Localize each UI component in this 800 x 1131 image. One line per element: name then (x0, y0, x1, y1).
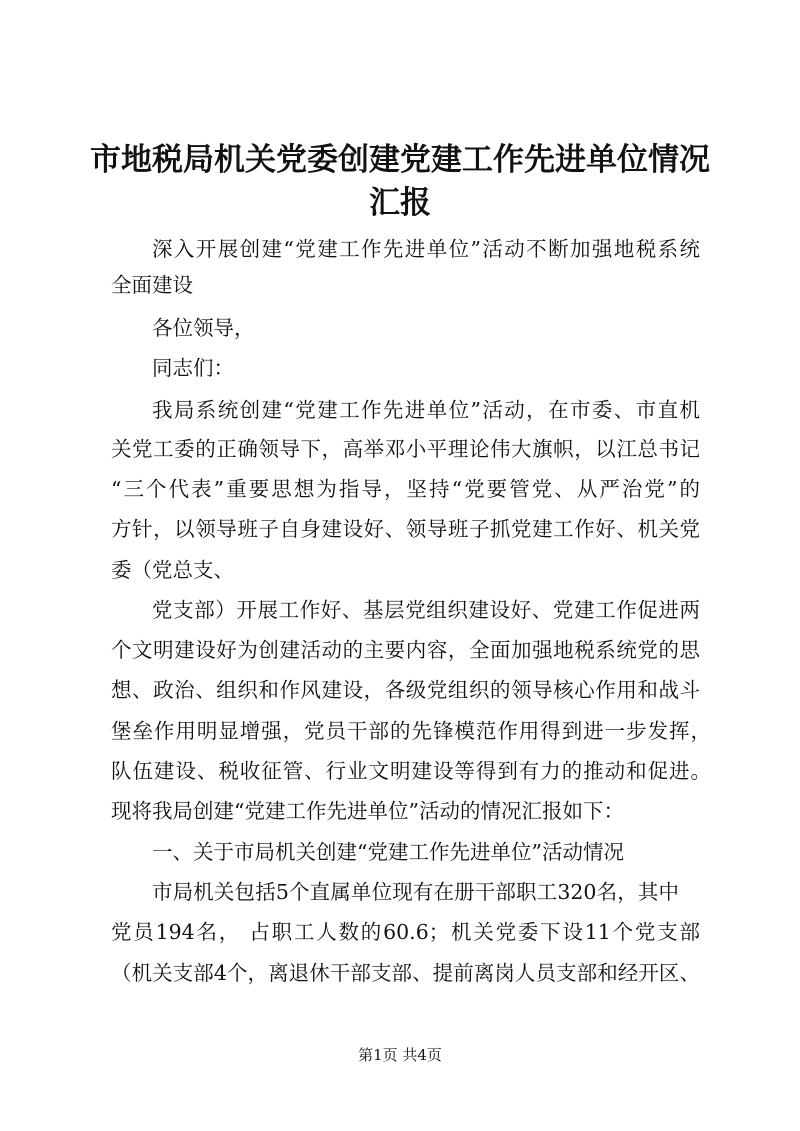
body-line: 堡垒作用明显增强，党员干部的先锋模范作用得到进一步发挥， (111, 719, 711, 743)
subtitle-line-2: 全面建设 (111, 273, 193, 297)
body-line: 想、政治、组织和作风建设，各级党组织的领导核心作用和战斗 (111, 678, 700, 702)
body-line: 我局系统创建“党建工作先进单位”活动，在市委、市直机 (152, 398, 700, 422)
body-line: 委（党总支、 (111, 558, 234, 582)
section-heading: 一、关于市局机关创建“党建工作先进单位”活动情况 (152, 840, 624, 864)
body-line: 现将我局创建“党建工作先进单位”活动的情况汇报如下： (111, 799, 624, 823)
body-line: 队伍建设、税收征管、行业文明建设等得到有力的推动和促进。 (111, 759, 711, 783)
body-line: 市局机关包括5个直属单位现有在册干部职工320名，其中 (152, 880, 679, 904)
body-line: 方针，以领导班子自身建设好、领导班子抓党建工作好、机关党 (111, 517, 700, 541)
subtitle-line-1: 深入开展创建“党建工作先进单位”活动不断加强地税系统 (152, 237, 700, 261)
document-title-line-1: 市地税局机关党委创建党建工作先进单位情况 (90, 142, 710, 178)
body-line: 党支部）开展工作好、基层党组织建设好、党建工作促进两 (152, 598, 700, 622)
page-number-footer: 第1页 共4页 (358, 1046, 442, 1064)
salutation-leaders: 各位领导， (152, 316, 255, 340)
body-line: “三个代表”重要思想为指导，坚持“党要管党、从严治党”的 (111, 477, 700, 501)
body-line: 关党工委的正确领导下，高举邓小平理论伟大旗帜，以江总书记 (111, 437, 700, 461)
salutation-comrades: 同志们： (152, 356, 234, 380)
document-title-line-2: 汇报 (369, 185, 431, 221)
body-line: （机关支部4个，离退休干部支部、提前离岗人员支部和经开区、 (111, 961, 700, 985)
body-line: 个文明建设好为创建活动的主要内容，全面加强地税系统党的思 (111, 638, 700, 662)
body-line: 党员194名， 占职工人数的60.6；机关党委下设11个党支部 (111, 920, 700, 944)
